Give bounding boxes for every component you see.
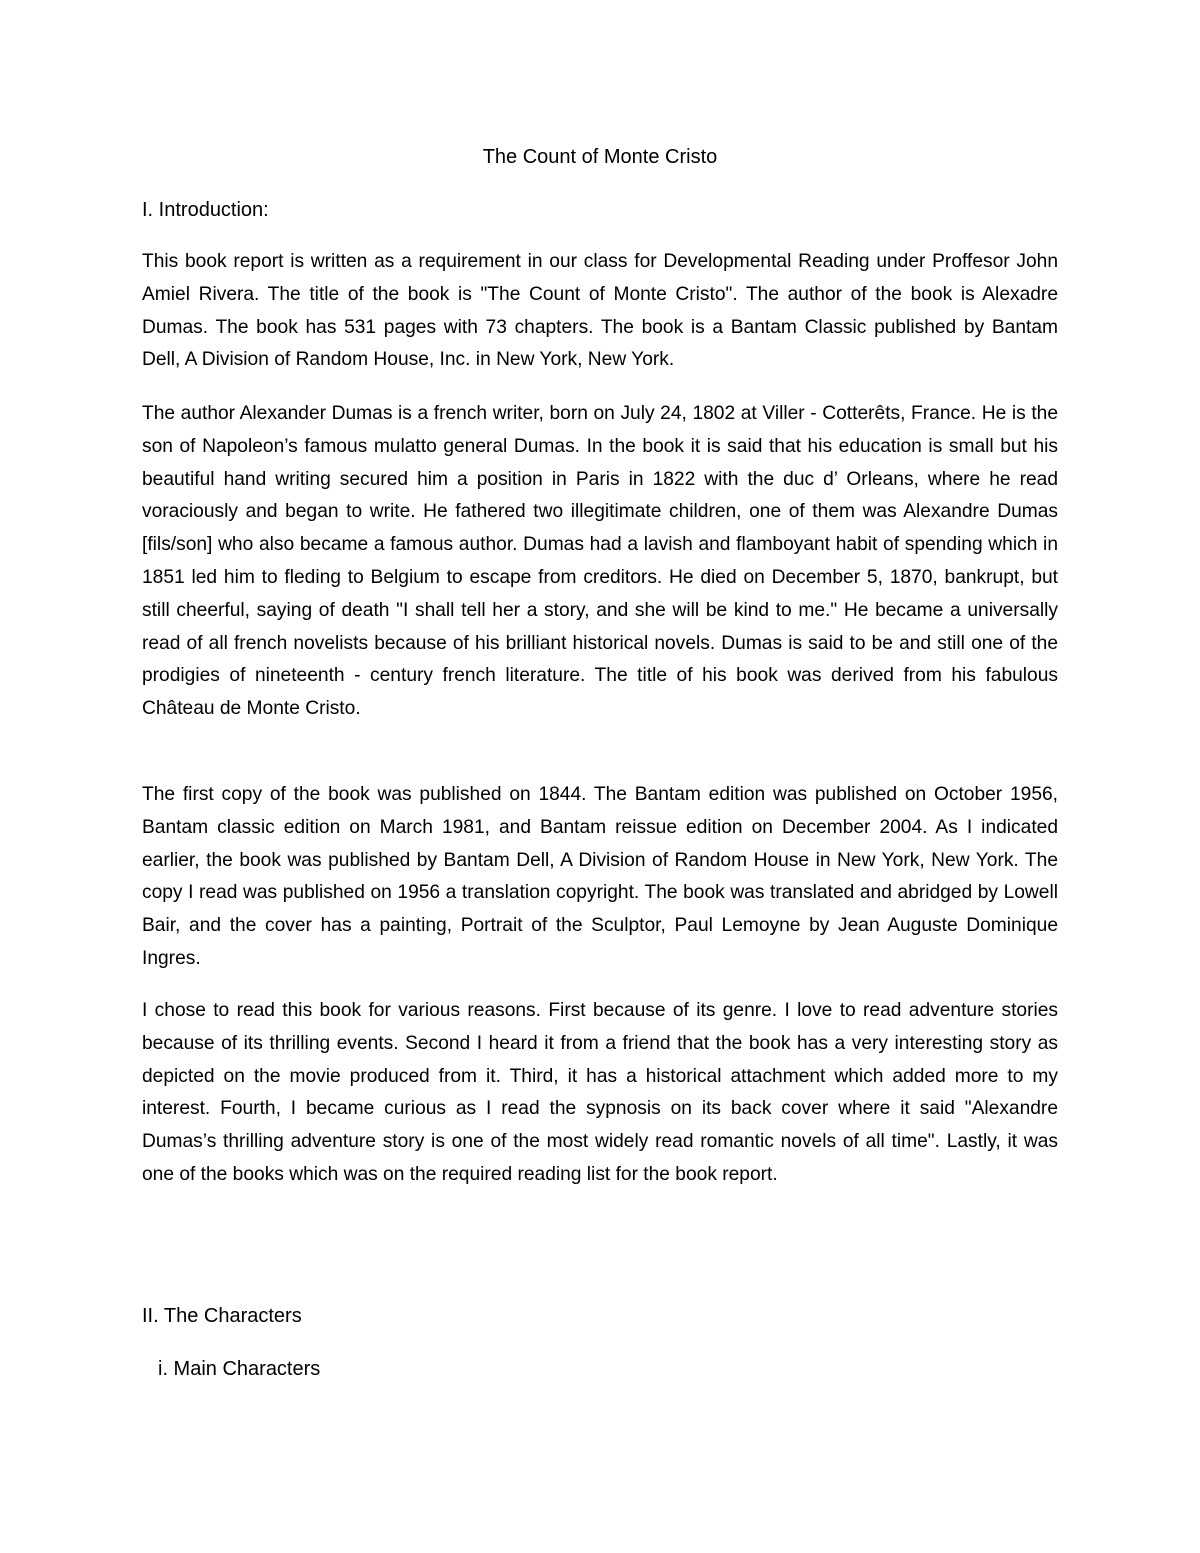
document-title: The Count of Monte Cristo xyxy=(482,146,718,168)
paragraph-2: The author Alexander Dumas is a french writer, born on July 24, 1802 at Viller - Cotterêts, France. He is the son of Napoleon’s famous mulatto general Dumas. In the book it is said that his education is small but his beautiful hand writing secured him a position in Paris in 1822 with the duc d’ Orleans, where he read voraciously and began to write. He fathered two illegitimate children, one of them was Alexandre Dumas [fils/son] who also became a famous author. Dumas had a lavish and flamboyant habit of spending which in 1851 led him to fleding to Belgium to escape from creditors. He died on December 5, 1870, bankrupt, but still cheerful, saying of death "I shall tell her a story, and she will be kind to me." He became a universally read of all french novelists because of his brilliant historical novels. Dumas is said to be and still one of the prodigies of nineteenth - century french literature. The title of his book was derived from his fabulous Château de Monte Cristo. xyxy=(142,403,1058,720)
subsection-heading-main-characters: i. Main Characters xyxy=(158,1358,321,1380)
paragraph-3: The first copy of the book was published on 1844. The Bantam edition was published on October 1956, Bantam classic edition on March 1981, and Bantam reissue edition on December 2004. As I indicated earlier, the book was published by Bantam Dell, A Division of Random House in New York, New York. The copy I read was published on 1956 a translation copyright. The book was translated and abridged by Lowell Bair, and the cover has a painting, Portrait of the Sculptor, Paul Lemoyne by Jean Auguste Dominique Ingres. xyxy=(142,784,1058,969)
section-heading-characters: II. The Characters xyxy=(142,1305,302,1327)
paragraph-4: I chose to read this book for various reasons. First because of its genre. I love to read adventure stories because of its thrilling events. Second I heard it from a friend that the book has a very interesting story as depicted on the movie produced from it. Third, it has a historical attachment which added more to my interest. Fourth, I became curious as I read the sypnosis on its back cover where it said "Alexandre Dumas’s thrilling adventure story is one of the most widely read romantic novels of all time". Lastly, it was one of the books which was on the required reading list for the book report. xyxy=(142,1000,1058,1185)
paragraph-1: This book report is written as a requirement in our class for Developmental Reading under Proffesor John Amiel Rivera. The title of the book is "The Count of Monte Cristo". The author of the book is Alexadre Dumas. The book has 531 pages with 73 chapters. The book is a Bantam Classic published by Bantam Dell, A Division of Random House, Inc. in New York, New York. xyxy=(142,251,1058,371)
section-heading-introduction: I. Introduction: xyxy=(142,199,269,221)
